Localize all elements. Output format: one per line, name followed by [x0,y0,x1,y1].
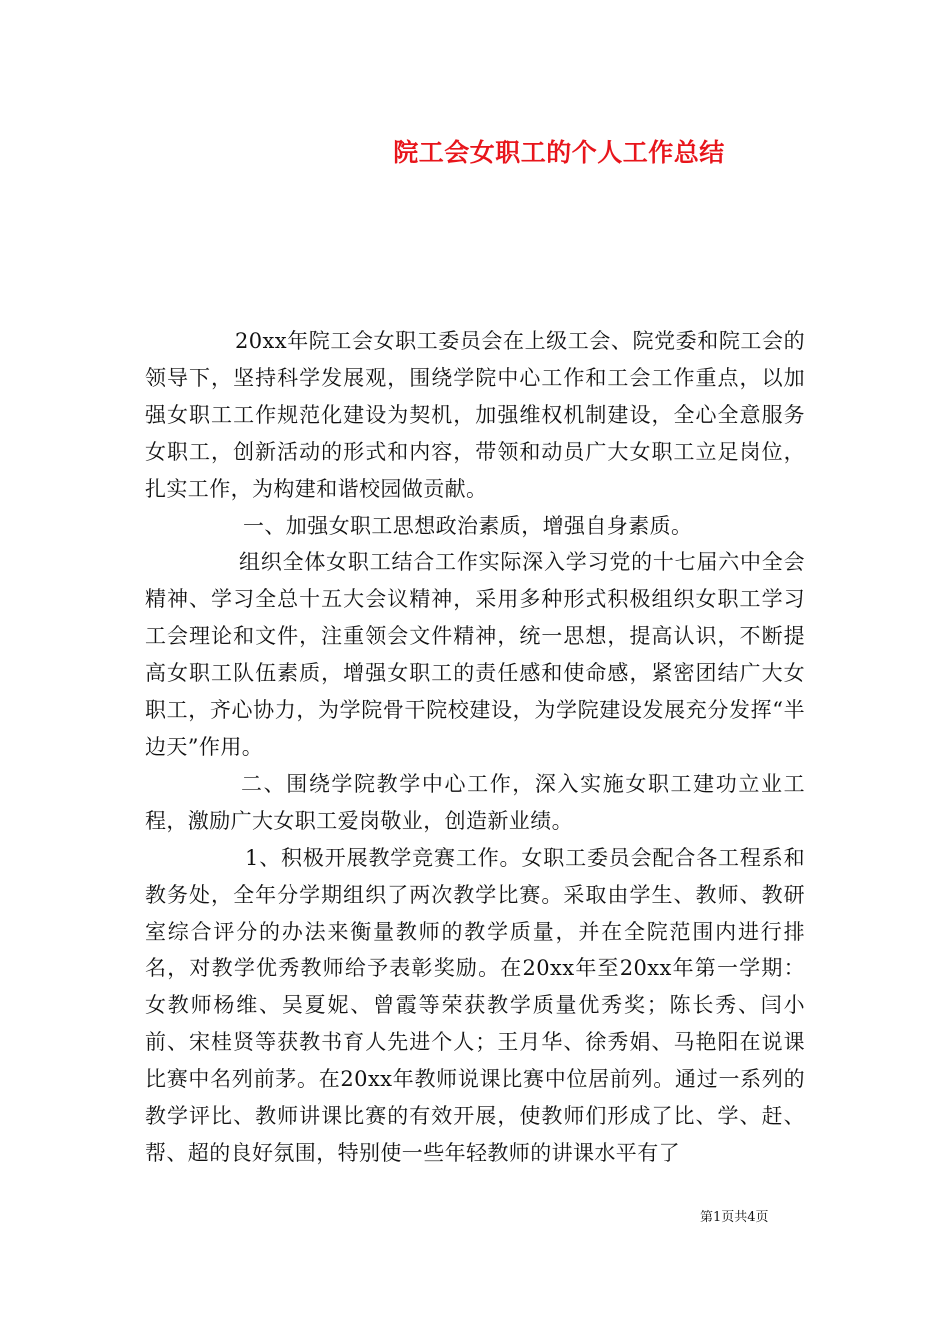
paragraph-section-1: 组织全体女职工结合工作实际深入学习党的十七届六中全会精神、学习全总十五大会议精神，采用多种形式积极组织女职工学习工会理论和文件，注重领会文件精神，统一思想，提高认识，不断提高女职工队伍素质，增强女职工的责任感和使命感，紧密团结广大女职工，齐心协力，为学院骨干院校建设，为学院建设发展充分发挥“半边天”作用。 [145,550,805,759]
paragraph-intro: 20xx年院工会女职工委员会在上级工会、院党委和院工会的领导下，坚持科学发展观，围绕学院中心工作和工会工作重点，以加强女职工工作规范化建设为契机，加强维权机制建设，全心全意服务女职工，创新活动的形式和内容，带领和动员广大女职工立足岗位，扎实工作，为构建和谐校园做贡献。 [145,329,805,501]
paragraph-item-1: 1、积极开展教学竞赛工作。女职工委员会配合各工程系和教务处，全年分学期组织了两次教学比赛。采取由学生、教师、教研室综合评分的办法来衡量教师的教学质量，并在全院范围内进行排名，对教学优秀教师给予表彰奖励。在20xx年至20xx年第一学期：女教师杨维、吴夏妮、曾霞等荣获教学质量优秀奖；陈长秀、闫小前、宋桂贤等获教书育人先进个人；王月华、徐秀娟、马艳阳在说课比赛中名列前茅。在20xx年教师说课比赛中位居前列。通过一系列的教学评比、教师讲课比赛的有效开展，使教师们形成了比、学、赶、帮、超的良好氛围，特别使一些年轻教师的讲课水平有了 [145,845,805,1165]
document-body [145,323,805,1172]
section-heading-2: 二、围绕学院教学中心工作，深入实施女职工建功立业工程，激励广大女职工爱岗敬业，创造新业绩。 [145,771,805,833]
document-title [0,133,950,169]
page-number-footer: 第1页共4页 [700,1210,769,1225]
document-title-text: 院工会女职工的个人工作总结 [393,138,725,167]
section-heading-1: 一、加强女职工思想政治素质，增强自身素质。 [243,513,693,538]
